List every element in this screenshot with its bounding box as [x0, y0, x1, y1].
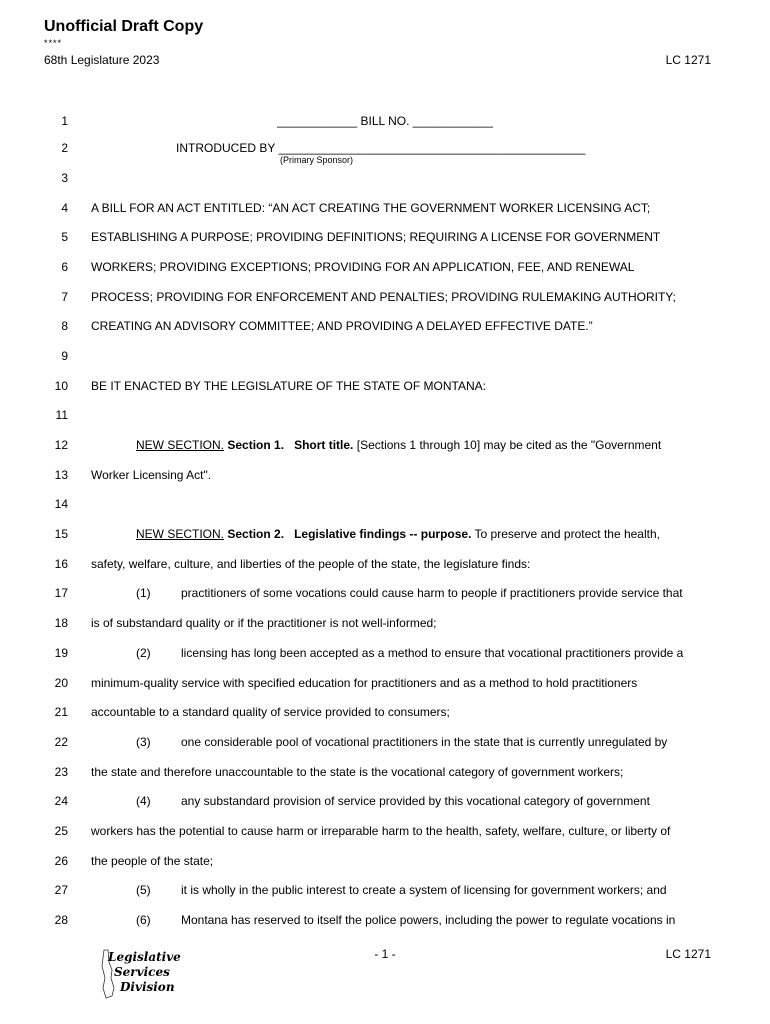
item-number: (1)	[136, 586, 151, 600]
section-number: Section 2.	[227, 527, 285, 541]
line-3	[0, 169, 770, 187]
section-body: To preserve and protect the health,	[471, 527, 660, 541]
section-body: [Sections 1 through 10] may be cited as the "Government	[353, 438, 662, 452]
line-4	[0, 199, 770, 217]
section-1-text	[136, 436, 661, 454]
line-text: is of substandard quality or if the practitioner is not well-informed;	[91, 616, 437, 630]
line-21	[0, 703, 770, 721]
line-5	[0, 228, 770, 246]
line-text: accountable to a standard quality of service provided to consumers;	[91, 705, 450, 719]
line-number: 17	[54, 586, 68, 600]
line-18	[0, 614, 770, 632]
line-number: 9	[61, 349, 68, 363]
line-text: A BILL FOR AN ACT ENTITLED: “AN ACT CREATING THE GOVERNMENT WORKER LICENSING ACT;	[91, 201, 651, 215]
line-text: the state and therefore unaccountable to the state is the vocational category of government workers;	[91, 765, 624, 779]
line-10	[0, 377, 770, 395]
line-text: WORKERS; PROVIDING EXCEPTIONS; PROVIDING FOR AN APPLICATION, FEE, AND RENEWAL	[91, 260, 635, 274]
line-number: 10	[54, 379, 68, 393]
logo-line-3: Division	[120, 980, 175, 994]
line-number: 3	[61, 171, 68, 185]
line-text: safety, welfare, culture, and liberties of the people of the state, the legislature finds:	[91, 557, 531, 571]
line-number: 5	[61, 230, 68, 244]
line-number: 27	[54, 883, 68, 897]
line-6	[0, 258, 770, 276]
line-number: 20	[54, 676, 68, 690]
line-number: 15	[54, 527, 68, 541]
line-number: 19	[54, 646, 68, 660]
line-number: 28	[54, 913, 68, 927]
line-11	[0, 406, 770, 424]
line-text: it is wholly in the public interest to create a system of licensing for government workers; and	[181, 883, 667, 897]
line-22	[0, 733, 770, 751]
item-number: (2)	[136, 646, 151, 660]
line-17	[0, 584, 770, 602]
line-27	[0, 881, 770, 899]
line-text: minimum-quality service with specified education for practitioners and as a method to hold practitioners	[91, 676, 638, 690]
line-text: PROCESS; PROVIDING FOR ENFORCEMENT AND PENALTIES; PROVIDING RULEMAKING AUTHORITY;	[91, 290, 676, 304]
item-number: (4)	[136, 794, 151, 808]
line-number: 21	[54, 705, 68, 719]
line-1	[0, 112, 770, 130]
line-text: workers has the potential to cause harm or irreparable harm to the health, safety, welfare, culture, or liberty of	[91, 824, 671, 838]
item-number: (6)	[136, 913, 151, 927]
line-13	[0, 466, 770, 484]
primary-sponsor-label: (Primary Sponsor)	[280, 155, 354, 165]
line-12	[0, 436, 770, 454]
document-title: Unofficial Draft Copy	[44, 18, 204, 35]
legislature-label: 68th Legislature 2023	[44, 53, 160, 67]
line-number: 18	[54, 616, 68, 630]
line-19	[0, 644, 770, 662]
line-text: the people of the state;	[91, 854, 214, 868]
section-heading: Legislative findings -- purpose.	[294, 527, 472, 541]
line-text: Worker Licensing Act".	[91, 468, 212, 482]
draft-stars: ****	[44, 38, 63, 48]
item-number: (3)	[136, 735, 151, 749]
item-number: (5)	[136, 883, 151, 897]
line-number: 1	[61, 114, 68, 128]
introduced-by-line: INTRODUCED BY ______________________________________________	[176, 141, 586, 155]
bill-number-line: ____________ BILL NO. ____________	[277, 114, 493, 128]
line-number: 14	[54, 497, 68, 511]
line-9	[0, 347, 770, 365]
line-number: 16	[54, 557, 68, 571]
line-number: 25	[54, 824, 68, 838]
line-14	[0, 495, 770, 513]
line-text: licensing has long been accepted as a method to ensure that vocational practitioners provide a	[181, 646, 684, 660]
section-number: Section 1.	[227, 438, 285, 452]
line-text: any substandard provision of service provided by this vocational category of government	[181, 794, 650, 808]
line-2	[0, 139, 770, 157]
line-number: 8	[61, 319, 68, 333]
line-25	[0, 822, 770, 840]
line-text: CREATING AN ADVISORY COMMITTEE; AND PROVIDING A DELAYED EFFECTIVE DATE.”	[91, 319, 593, 333]
page-number: - 1 -	[374, 947, 396, 961]
line-text: one considerable pool of vocational practitioners in the state that is currently unregulated by	[181, 735, 668, 749]
line-16	[0, 555, 770, 573]
line-number: 11	[55, 408, 68, 422]
line-text: Montana has reserved to itself the police powers, including the power to regulate vocations in	[181, 913, 676, 927]
line-text: practitioners of some vocations could cause harm to people if practitioners provide service that	[181, 586, 683, 600]
line-15	[0, 525, 770, 543]
line-26	[0, 852, 770, 870]
line-number: 26	[54, 854, 68, 868]
line-number: 4	[61, 201, 68, 215]
line-number: 13	[54, 468, 68, 482]
new-section-label: NEW SECTION.	[136, 438, 225, 452]
line-number: 24	[54, 794, 68, 808]
line-number: 23	[54, 765, 68, 779]
line-number: 12	[54, 438, 68, 452]
section-2-text	[136, 525, 660, 543]
line-8	[0, 317, 770, 335]
lc-number-footer: LC 1271	[665, 947, 711, 961]
line-number: 22	[54, 735, 68, 749]
line-text: ESTABLISHING A PURPOSE; PROVIDING DEFINITIONS; REQUIRING A LICENSE FOR GOVERNMENT	[91, 230, 661, 244]
logo-line-1: Legislative	[108, 950, 181, 964]
section-heading: Short title.	[294, 438, 354, 452]
line-text: BE IT ENACTED BY THE LEGISLATURE OF THE STATE OF MONTANA:	[91, 379, 486, 393]
line-7	[0, 288, 770, 306]
line-28	[0, 911, 770, 929]
line-number: 7	[61, 290, 68, 304]
lc-number-header: LC 1271	[665, 53, 711, 67]
logo-line-2: Services	[114, 965, 170, 979]
line-number: 2	[61, 141, 68, 155]
line-24	[0, 792, 770, 810]
line-number: 6	[61, 260, 68, 274]
new-section-label: NEW SECTION.	[136, 527, 225, 541]
line-23	[0, 763, 770, 781]
line-20	[0, 674, 770, 692]
